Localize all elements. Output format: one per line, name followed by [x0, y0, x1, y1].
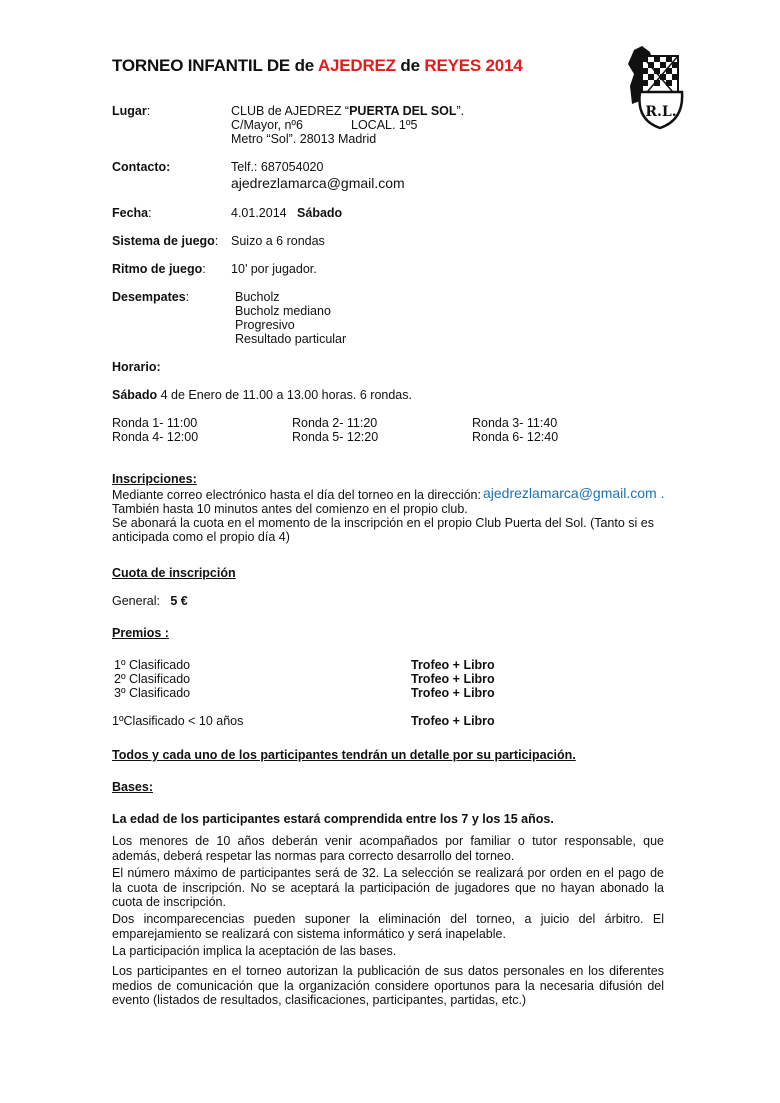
- round-time: Ronda 3- 11:40: [472, 416, 558, 430]
- bases-paragraph-2: El número máximo de participantes será de 32. La selección se realizará por orden en el pago de la cuota de inscripción. No se aceptará la participación de jugadores que no hayan abonado la cuota de inscripción.: [112, 866, 664, 909]
- bases-paragraph-4: La participación implica la aceptación de las bases.: [112, 944, 397, 958]
- inscripciones-email[interactable]: ajedrezlamarca@gmail.com .: [483, 485, 665, 501]
- premio-prize: Trofeo + Libro: [411, 714, 495, 728]
- premio-prize: Trofeo + Libro: [411, 672, 495, 686]
- inscripciones-line4: anticipada como el propio día 4): [112, 530, 290, 544]
- inscripciones-heading: Inscripciones:: [112, 472, 197, 486]
- premio-place: 1ºClasificado < 10 años: [112, 714, 244, 728]
- round-time: Ronda 6- 12:40: [472, 430, 559, 444]
- desempate-item: Bucholz: [235, 290, 280, 304]
- premio-place: 2º Clasificado: [114, 672, 191, 686]
- cuota-general: General: 5 €: [112, 594, 188, 608]
- round-time: Ronda 4- 12:00: [112, 430, 199, 444]
- round-time: Ronda 5- 12:20: [292, 430, 379, 444]
- premio-prize: Trofeo + Libro: [411, 658, 495, 672]
- desempate-item: Bucholz mediano: [235, 304, 331, 318]
- bases-paragraph-1: Los menores de 10 años deberán venir acompañados por familiar o tutor responsable, que además, deberá respetar las normas para correcto desarrollo del torneo.: [112, 834, 664, 863]
- premios-heading: Premios :: [112, 626, 169, 640]
- desempate-item: Progresivo: [235, 318, 295, 332]
- cuota-heading: Cuota de inscripción: [112, 566, 236, 580]
- lugar-line2b: LOCAL. 1º5: [351, 118, 418, 132]
- ritmo-value: 10’ por jugador.: [231, 262, 317, 276]
- bases-paragraph-5: Los participantes en el torneo autorizan la publicación de sus datos personales en los diferentes medios de comunicación que la organización considere oportunos para la necesaria difusión del evento (listados de resultados, clasificaciones, participantes, partidas, etc.): [112, 964, 664, 1007]
- detalle-note: Todos y cada uno de los participantes tendrán un detalle por su participación.: [112, 748, 576, 762]
- desempates-label: Desempates:: [112, 290, 190, 304]
- inscripciones-line3: Se abonará la cuota en el momento de la inscripción en el propio Club Puerta del Sol. (Tanto si es: [112, 516, 654, 530]
- lugar-label: Lugar:: [112, 104, 151, 118]
- bases-heading: Bases:: [112, 780, 153, 794]
- lugar-line1: CLUB de AJEDREZ “PUERTA DEL SOL”.: [231, 104, 465, 118]
- inscripciones-line2: También hasta 10 minutos antes del comienzo en el propio club.: [112, 502, 468, 516]
- horario-label: Horario:: [112, 360, 161, 374]
- premio-prize: Trofeo + Libro: [411, 686, 495, 700]
- club-logo: [620, 42, 688, 130]
- contacto-phone: Telf.: 687054020: [231, 160, 324, 174]
- contacto-label: Contacto:: [112, 160, 171, 174]
- lugar-line2a: C/Mayor, nº6: [231, 118, 303, 132]
- horario-desc: Sábado 4 de Enero de 11.00 a 13.00 horas. 6 rondas.: [112, 388, 412, 402]
- lugar-line3: Metro “Sol”. 28013 Madrid: [231, 132, 377, 146]
- inscripciones-line1: Mediante correo electrónico hasta el día del torneo en la dirección:: [112, 488, 481, 502]
- sistema-value: Suizo a 6 rondas: [231, 234, 325, 248]
- sistema-label: Sistema de juego:: [112, 234, 219, 248]
- premio-place: 1º Clasificado: [114, 658, 191, 672]
- contacto-email[interactable]: ajedrezlamarca@gmail.com: [231, 175, 405, 191]
- knight-shield-icon: [628, 46, 682, 128]
- svg-text:R.L.: R.L.: [645, 104, 677, 120]
- fecha-value: 4.01.2014 Sábado: [231, 206, 343, 220]
- premio-place: 3º Clasificado: [114, 686, 191, 700]
- bases-paragraph-3: Dos incomparecencias pueden suponer la eliminación del torneo, a juicio del árbitro. El emparejamiento se realizará con sistema informático y será inapelable.: [112, 912, 664, 941]
- ritmo-label: Ritmo de juego:: [112, 262, 206, 276]
- round-time: Ronda 2- 11:20: [292, 416, 378, 430]
- bases-edad: La edad de los participantes estará comprendida entre los 7 y los 15 años.: [112, 812, 554, 826]
- page-title: TORNEO INFANTIL DE de AJEDREZ de REYES 2014: [112, 56, 523, 75]
- round-time: Ronda 1- 11:00: [112, 416, 198, 430]
- desempate-item: Resultado particular: [235, 332, 347, 346]
- fecha-label: Fecha:: [112, 206, 152, 220]
